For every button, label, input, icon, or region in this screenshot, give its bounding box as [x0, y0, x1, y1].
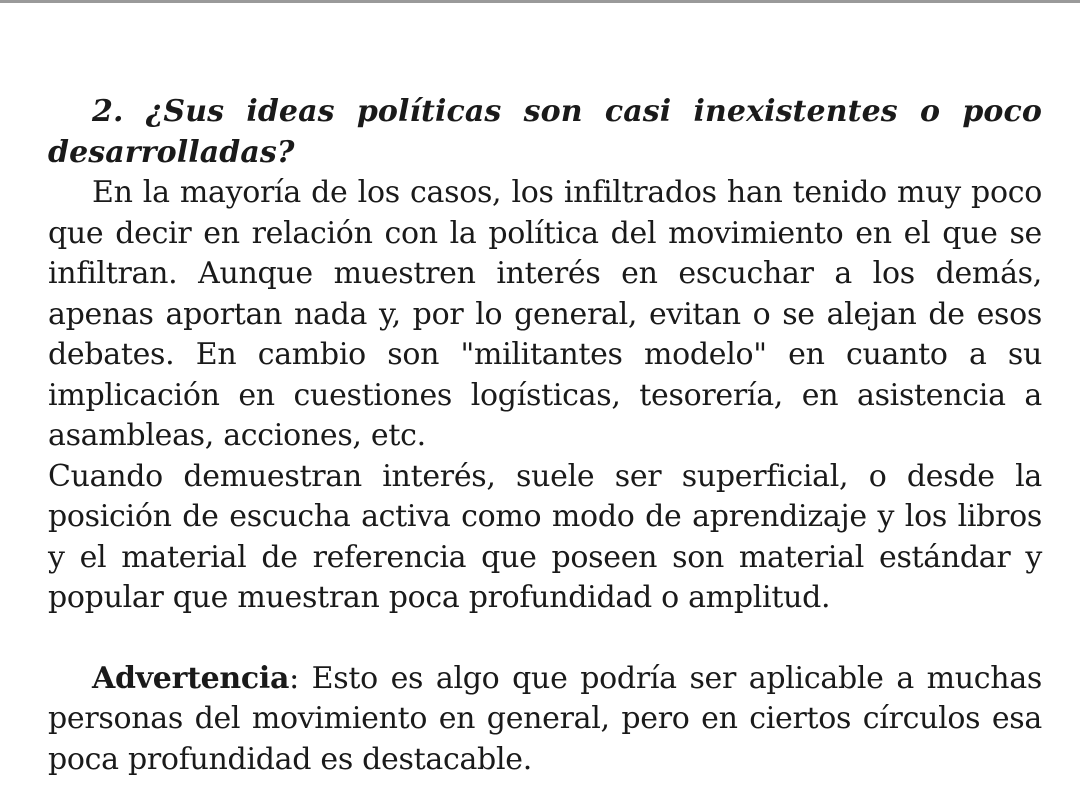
paragraph-infiltrators-politics: En la mayoría de los casos, los infiltrados han tenido muy poco que decir en relación con la política del movimiento en el que se infiltran. Aunque muestren interés en escuchar a los demás, apenas aportan nada y, por lo general, evitan o se alejan de esos debates. En cambio son "militantes modelo" en cuanto a su implicación en cuestiones logísticas, tesorería, en asistencia a asambleas, acciones, etc. [48, 175, 1042, 453]
paragraph-spacer [48, 619, 1042, 659]
paragraph-superficial-interest: Cuando demuestran interés, suele ser superficial, o desde la posición de escucha activa como modo de aprendizaje y los libros y el material de referencia que poseen son material estándar y popular que muestran poca profundidad o amplitud. [48, 458, 1042, 615]
warning-text: : Esto es algo que podría ser aplicable a muchas personas del movimiento en general, pero en ciertos círculos esa poca profundidad es destacable. [48, 660, 1042, 777]
section-heading: 2. ¿Sus ideas políticas son casi inexistentes o poco desarrolladas? [48, 94, 1042, 170]
warning-label: Advertencia [92, 660, 290, 696]
warning-paragraph [48, 659, 1042, 781]
document-body [48, 92, 1042, 780]
top-border [0, 0, 1080, 3]
